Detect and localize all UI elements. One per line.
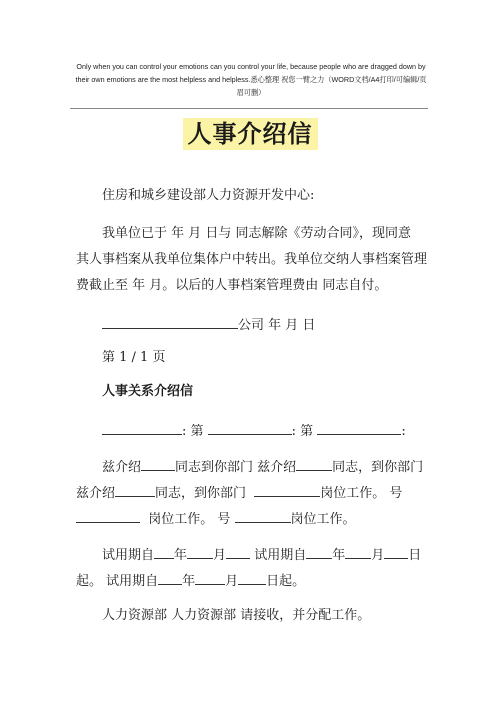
intro-text-b: 同志到你部门 兹介绍 [175, 460, 297, 475]
signature-suffix: 公司 年 月 日 [238, 318, 316, 333]
blank-12 [226, 546, 250, 559]
probation-text-c: 月 [213, 548, 227, 563]
blank-13 [306, 546, 332, 559]
blank-company [102, 316, 238, 329]
intro-text-e: 同志，到你部门 [155, 486, 247, 501]
intro-text-h: 岗位工作。 [290, 512, 356, 527]
title-container [0, 118, 500, 150]
address-sep-1: : 第 [182, 424, 204, 439]
address-end: : [401, 424, 406, 439]
page-number: 第 1 / 1 页 [102, 350, 166, 365]
address-sep-2: : 第 [291, 424, 314, 439]
blank-7 [254, 484, 320, 497]
document-title: 人事介绍信 [183, 118, 318, 150]
probation-line-1 [102, 546, 421, 564]
intro-line-1 [102, 458, 423, 476]
blank-16 [158, 572, 182, 585]
probation-text-k: 日起。 [266, 574, 306, 589]
intro-text-a: 兹介绍 [102, 460, 142, 475]
probation-line-2 [76, 572, 305, 590]
probation-text-i: 年 [182, 574, 196, 589]
intro-line-3 [76, 510, 356, 528]
probation-text-e: 年 [332, 548, 346, 563]
blank-1 [102, 422, 182, 435]
blank-18 [238, 572, 266, 585]
intro-line-2 [76, 484, 402, 502]
blank-17 [195, 572, 225, 585]
intro-text-d: 兹介绍 [76, 486, 116, 501]
blank-3 [317, 422, 401, 435]
blank-4 [141, 458, 175, 471]
probation-text-j: 月 [225, 574, 239, 589]
header-note: Only when you can control your emotions can you control your life, because people who are dragged down by their own emotions are the most helpless and helpless.悉心整理 祝您一臂之力（WORD文档/A4打印/可编辑/页眉可删） [75, 62, 427, 97]
blank-5 [296, 458, 332, 471]
blank-14 [345, 546, 371, 559]
probation-text-b: 年 [174, 548, 188, 563]
body-line-3: 费截止至 年 月。以后的人事档案管理费由 同志自付。 [76, 278, 388, 293]
intro-text-c: 同志，到你部门 [332, 460, 424, 475]
signature-line [102, 316, 315, 334]
blank-2 [208, 422, 292, 435]
intro-text-g: 岗位工作。 号 [148, 512, 231, 527]
body-line-2: 其人事档案从我单位集体户中转出。我单位交纳人事档案管理 [76, 252, 428, 267]
address-line [102, 422, 406, 440]
blank-15 [384, 546, 408, 559]
probation-text-f: 月 [371, 548, 385, 563]
body-line-1: 我单位已于 年 月 日与 同志解除《劳动合同》，现同意 [102, 226, 412, 241]
blank-9 [235, 510, 291, 523]
probation-text-g: 日 [408, 548, 422, 563]
salutation: 住房和城乡建设部人力资源开发中心: [102, 188, 315, 203]
probation-text-d: 试用期自 [254, 548, 307, 563]
section-heading: 人事关系介绍信 [102, 384, 194, 399]
probation-text-h: 起。 试用期自 [76, 574, 159, 589]
intro-text-f: 岗位工作。 号 [320, 486, 403, 501]
probation-text-a: 试用期自 [102, 548, 155, 563]
blank-11 [187, 546, 213, 559]
blank-6 [115, 484, 155, 497]
hr-line: 人力资源部 人力资源部 请接收，并分配工作。 [102, 608, 371, 623]
blank-10 [154, 546, 174, 559]
blank-8 [76, 510, 140, 523]
header-divider [70, 108, 428, 109]
